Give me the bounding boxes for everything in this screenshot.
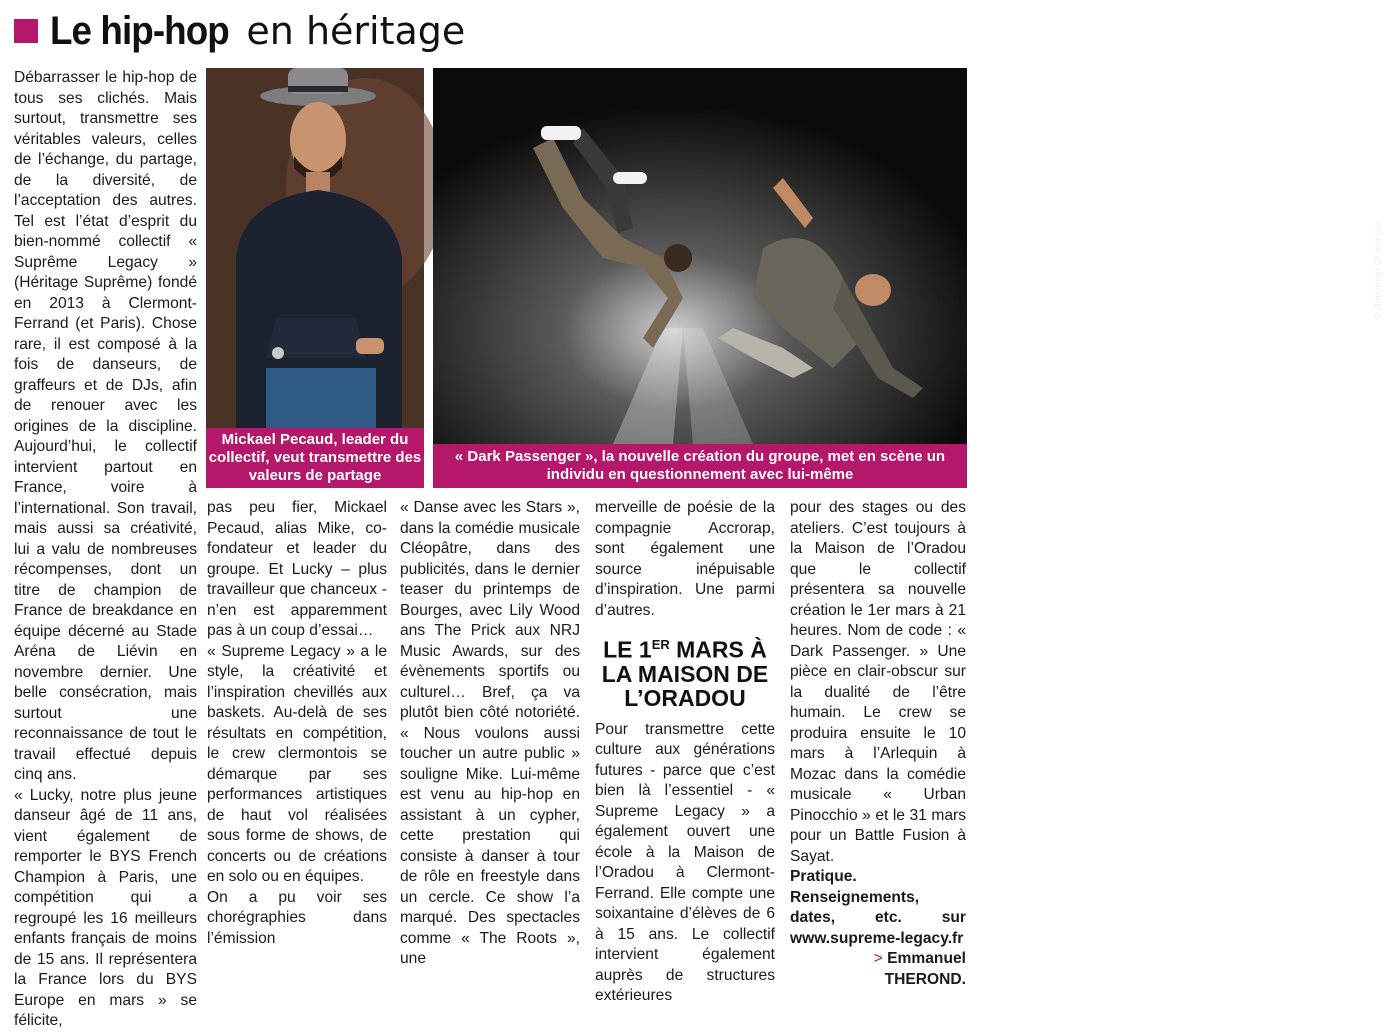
paragraph: On a pu voir ses chorégraphies dans l’émission <box>207 888 387 947</box>
subhead-pre: LE 1 <box>603 636 652 663</box>
paragraph: Pour transmettre cette culture aux générations futures - parce que c’est bien là l’essentiel - « Supreme Legacy » a également ouvert une école à la Maison de l’Oradou à Clermont-Ferrand. Elle compte une soixantaine d’élèves de 6 à 15 ans. Le collectif intervient également auprès de structures extérieures <box>595 720 775 1005</box>
headline-square-marker <box>14 19 38 43</box>
paragraph: « Danse avec les Stars », dans la comédie musicale Cléopâtre, dans des publicités, dans le dernier teaser du printemps de Bourges, avec Lily Wood ans The Prick aux NRJ Music Awards, sur des évènements sportifs ou culturel… Bref, ça va plutôt bien côté notoriété. « Nous voulons aussi toucher un autre public » souligne Mike. Lui-même est venu au hip-hop en assistant à un cypher, cette prestation qui consiste à danser à tour de rôle en freestyle dans un cercle. Ce show l’a marqué. Des spectacles comme « The Roots », une <box>400 499 580 967</box>
subhead-post: MARS À LA MAISON DE L’ORADOU <box>601 636 769 711</box>
paragraph: « Lucky, notre plus jeune danseur âgé de 11 ans, vient également de remporter le BYS French Champion à Paris, une compétition qui a regroupé les 16 meilleurs enfants français de moins de 15 ans. Il représentera la France lors du BYS Europe en mars » se félicite, <box>14 786 197 1029</box>
headline-bold: Le hip-hop <box>50 8 229 53</box>
article-column-1 <box>14 68 197 1032</box>
section-subhead <box>595 633 775 710</box>
dance-illustration <box>433 68 967 444</box>
paragraph: pas peu fier, Mickael Pecaud, alias Mike, co-fondateur et leader du groupe. Et Lucky – plus travailleur que chanceux - n’en est apparemment pas à un coup d’essai… <box>207 499 387 639</box>
subhead-sup: ER <box>651 637 670 652</box>
article-column-5 <box>790 498 966 990</box>
signature <box>790 949 966 990</box>
headline <box>14 2 465 60</box>
dance-caption <box>433 444 967 488</box>
paragraph: Débarrasser le hip-hop de tous ses clichés. Mais surtout, transmettre ses véritables valeurs, celles de l’échange, du partage, de la diversité, de l’acceptation des autres. Tel est l’état d’esprit du bien-nommé collectif « Suprême Legacy » (Héritage Suprême) fondé en 2013 à Clermont-Ferrand (et Paris). Chose rare, il est composé à la fois de danseurs, de graffeurs et de DJs, afin de renouer avec les origines de la discipline. Aujourd’hui, le collectif intervient partout en France, voire à l’international. Son travail, mais aussi sa créativité, lui a valu de nombreuses récompenses, dont un titre de champion de France de breakdance en équipe décerné au Stade Aréna de Liévin en novembre dernier. Une belle consécration, mais surtout une reconnaissance de tout le travail effectué depuis cinq ans. <box>14 69 197 783</box>
article-column-2 <box>207 498 387 949</box>
portrait-caption-text: Mickael Pecaud, leader du collectif, veut transmettre des valeurs de partage <box>208 431 422 484</box>
paragraph: pour des stages ou des ateliers. C’est toujours à la Maison de l’Oradou que le collectif présentera sa nouvelle création le 1er mars à 21 heures. Nom de code : « Dark Passenger. » Une pièce en clair-obscur sur la dualité de l’être humain. Le crew se produira ensuite le 10 mars à l’Arlequin à Mozac dans la comédie musicale « Urban Pinocchio » et le 31 mars pour un Battle Fusion à Sayat. <box>790 499 966 865</box>
photo-credit: © Benjamin Cherasse <box>1373 222 1384 320</box>
dance-caption-text: « Dark Passenger », la nouvelle création du groupe, met en scène un individu en questionnement avec lui-même <box>454 448 946 483</box>
headline-light: en héritage <box>246 9 466 53</box>
signature-arrow: > <box>873 950 883 967</box>
practical-info: Pratique. Renseignements, dates, etc. sur www.supreme-legacy.fr <box>790 868 966 947</box>
portrait-caption <box>206 428 424 488</box>
paragraph: merveille de poésie de la compagnie Accrorap, sont également une source inépuisable d’inspiration. Une parmi d’autres. <box>595 499 775 619</box>
article-column-3 <box>400 498 580 970</box>
portrait-photo <box>206 68 424 428</box>
signature-name: Emmanuel THEROND. <box>884 950 966 988</box>
portrait-illustration <box>206 68 424 428</box>
article-column-4 <box>595 498 775 1007</box>
paragraph: « Supreme Legacy » a le style, la créativité et l’inspiration chevillés aux baskets. Au-delà de ses résultats en compétition, le crew clermontois se démarque par ses performances artistiques de haut vol réalisées sous forme de shows, de concerts ou de créations en solo ou en équipes. <box>207 642 387 885</box>
dance-photo <box>433 68 1384 444</box>
